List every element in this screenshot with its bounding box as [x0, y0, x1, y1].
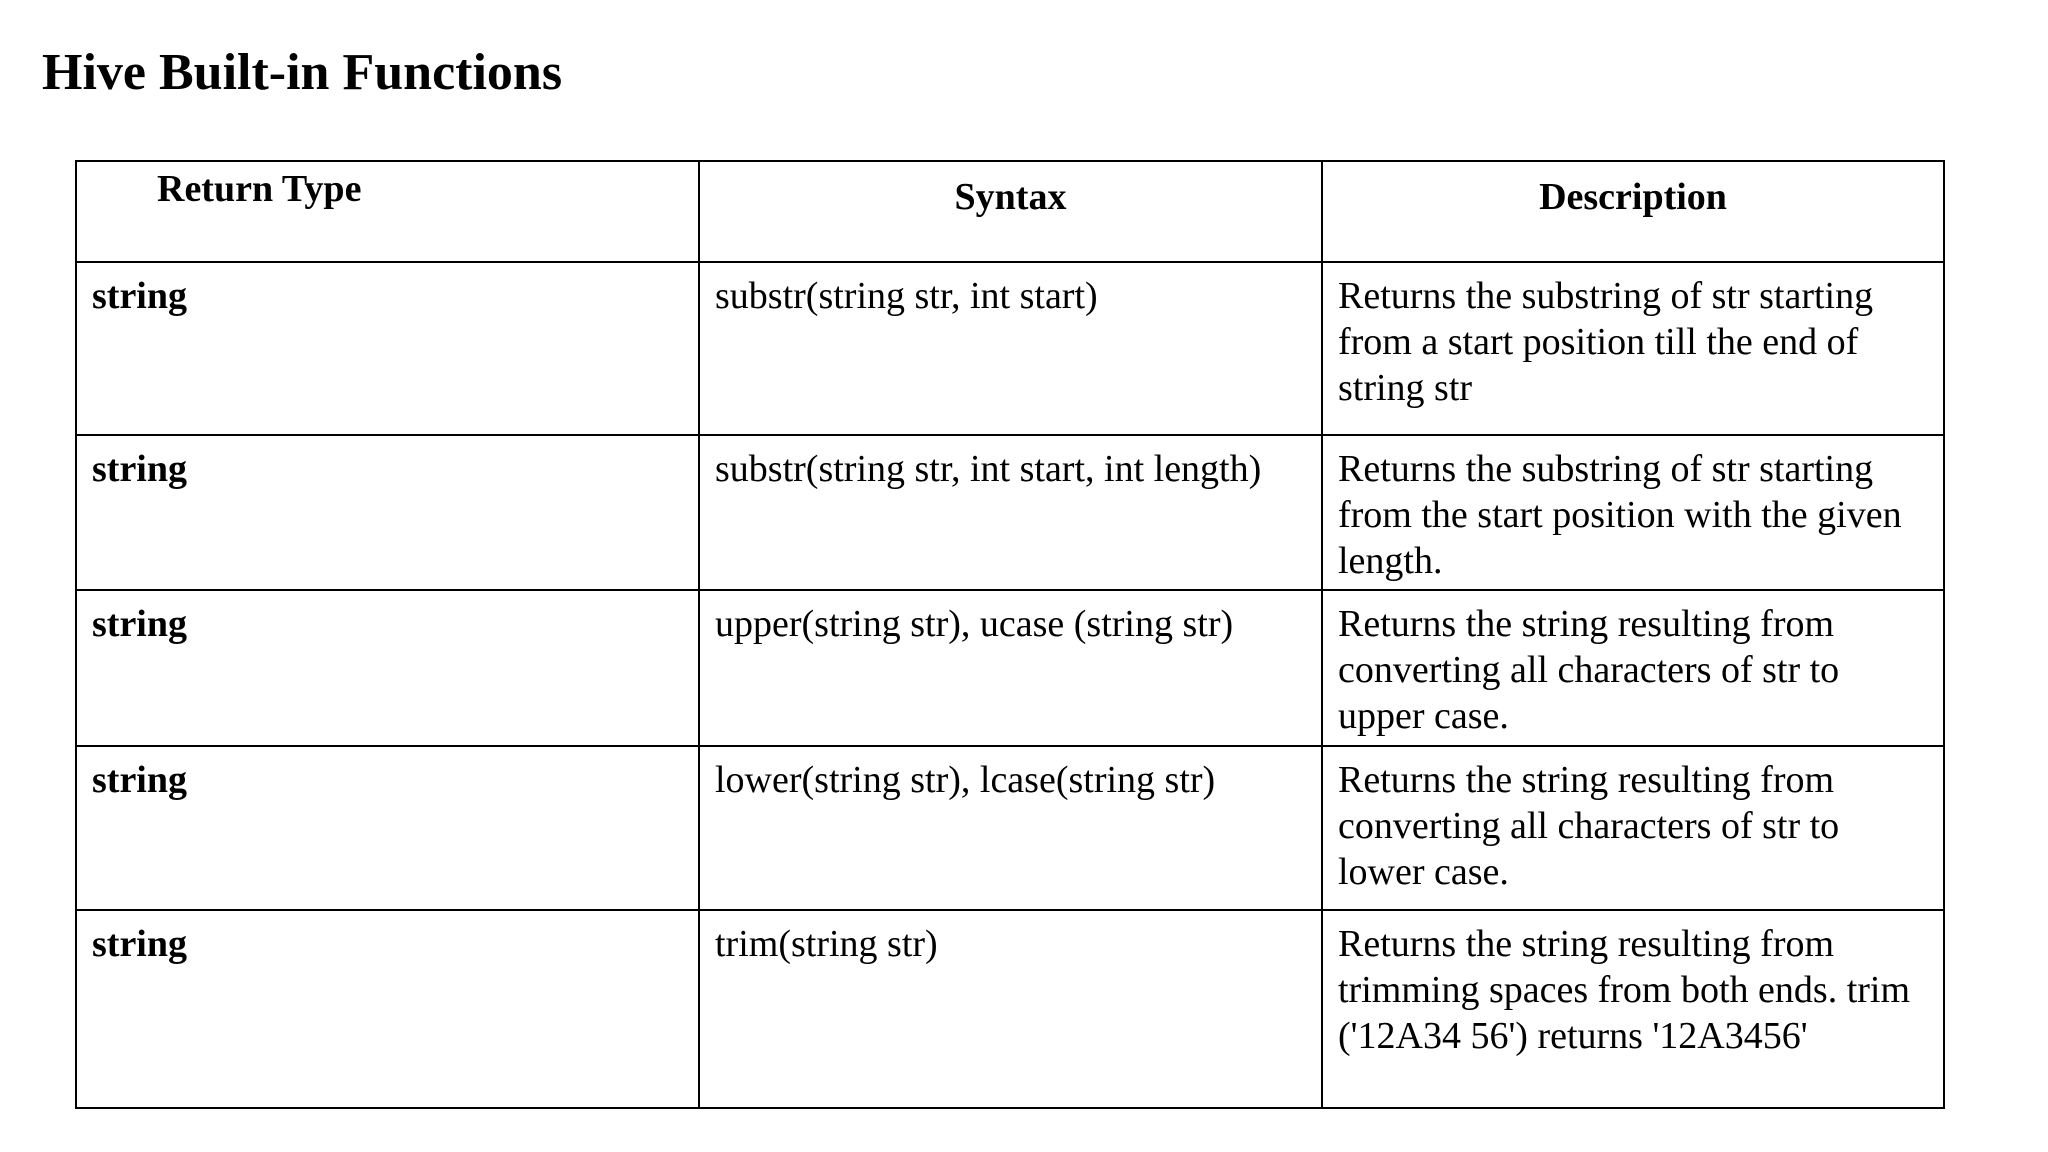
- table-header-row: [76, 161, 1944, 262]
- table-row: [76, 435, 1944, 590]
- table-row: [76, 910, 1944, 1108]
- description-cell: Returns the string resulting from converting all characters of str to lower case.: [1322, 746, 1944, 910]
- syntax-cell: trim(string str): [699, 910, 1322, 1108]
- description-cell: Returns the substring of str starting from a start position till the end of string str: [1322, 262, 1944, 435]
- table-row: [76, 746, 1944, 910]
- description-cell: Returns the string resulting from converting all characters of str to upper case.: [1322, 590, 1944, 746]
- header-syntax: Syntax: [699, 161, 1322, 262]
- return-type-cell: string: [76, 590, 699, 746]
- return-type-cell: string: [76, 746, 699, 910]
- return-type-cell: string: [76, 262, 699, 435]
- page-title: Hive Built-in Functions: [42, 44, 563, 101]
- description-cell: Returns the substring of str starting from the start position with the given length.: [1322, 435, 1944, 590]
- syntax-cell: substr(string str, int start, int length): [699, 435, 1322, 590]
- header-return-type: Return Type: [76, 161, 699, 262]
- functions-table: [75, 160, 1945, 1109]
- syntax-cell: lower(string str), lcase(string str): [699, 746, 1322, 910]
- header-description: Description: [1322, 161, 1944, 262]
- return-type-cell: string: [76, 435, 699, 590]
- description-cell: Returns the string resulting from trimming spaces from both ends. trim ('12A34 56') returns '12A3456': [1322, 910, 1944, 1108]
- table-row: [76, 262, 1944, 435]
- syntax-cell: substr(string str, int start): [699, 262, 1322, 435]
- table-row: [76, 590, 1944, 746]
- syntax-cell: upper(string str), ucase (string str): [699, 590, 1322, 746]
- return-type-cell: string: [76, 910, 699, 1108]
